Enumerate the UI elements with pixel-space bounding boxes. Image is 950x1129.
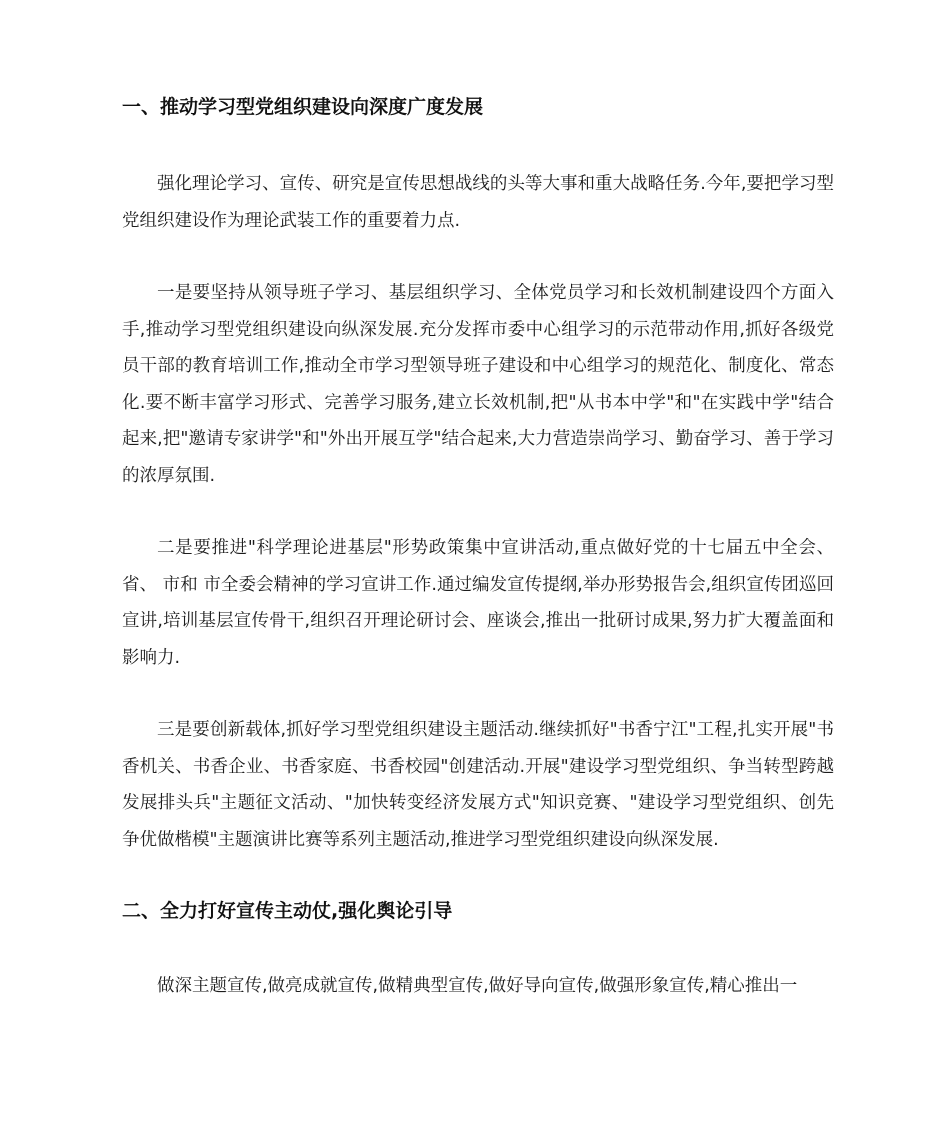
section-heading: 二、全力打好宣传主动仗,强化舆论引导 <box>122 900 453 922</box>
paragraph: 强化理论学习、宣传、研究是宣传思想战线的头等大事和重大战略任务.今年,要把学习型党组织建设作为理论武装工作的重要着力点. <box>122 174 834 231</box>
section-heading: 一、推动学习型党组织建设向深度广度发展 <box>122 96 484 118</box>
document-page <box>122 92 834 1005</box>
paragraph: 二是要推进"科学理论进基层"形势政策集中宣讲活动,重点做好党的十七届五中全会、省、 市和 市全委会精神的学习宣讲工作.通过编发宣传提纲,举办形势报告会,组织宣传团巡回宣讲,培训基层宣传骨干,组织召开理论研讨会、座谈会,推出一批研讨成果,努力扩大覆盖面和影响力. <box>122 538 834 668</box>
paragraph: 一是要坚持从领导班子学习、基层组织学习、全体党员学习和长效机制建设四个方面入手,推动学习型党组织建设向纵深发展.充分发挥市委中心组学习的示范带动作用,抓好各级党员干部的教育培训工作,推动全市学习型领导班子建设和中心组学习的规范化、制度化、常态化.要不断丰富学习形式、完善学习服务,建立长效机制,把"从书本中学"和"在实践中学"结合起来,把"邀请专家讲学"和"外出开展互学"结合起来,大力营造崇尚学习、勤奋学习、善于学习的浓厚氛围. <box>122 283 834 486</box>
paragraph: 三是要创新载体,抓好学习型党组织建设主题活动.继续抓好"书香宁江"工程,扎实开展"书香机关、书香企业、书香家庭、书香校园"创建活动.开展"建设学习型党组织、争当转型跨越发展排头兵"主题征文活动、"加快转变经济发展方式"知识竞赛、"建设学习型党组织、创先争优做楷模"主题演讲比赛等系列主题活动,推进学习型党组织建设向纵深发展. <box>122 720 834 850</box>
paragraph: 做深主题宣传,做亮成就宣传,做精典型宣传,做好导向宣传,做强形象宣传,精心推出一 <box>157 976 798 996</box>
